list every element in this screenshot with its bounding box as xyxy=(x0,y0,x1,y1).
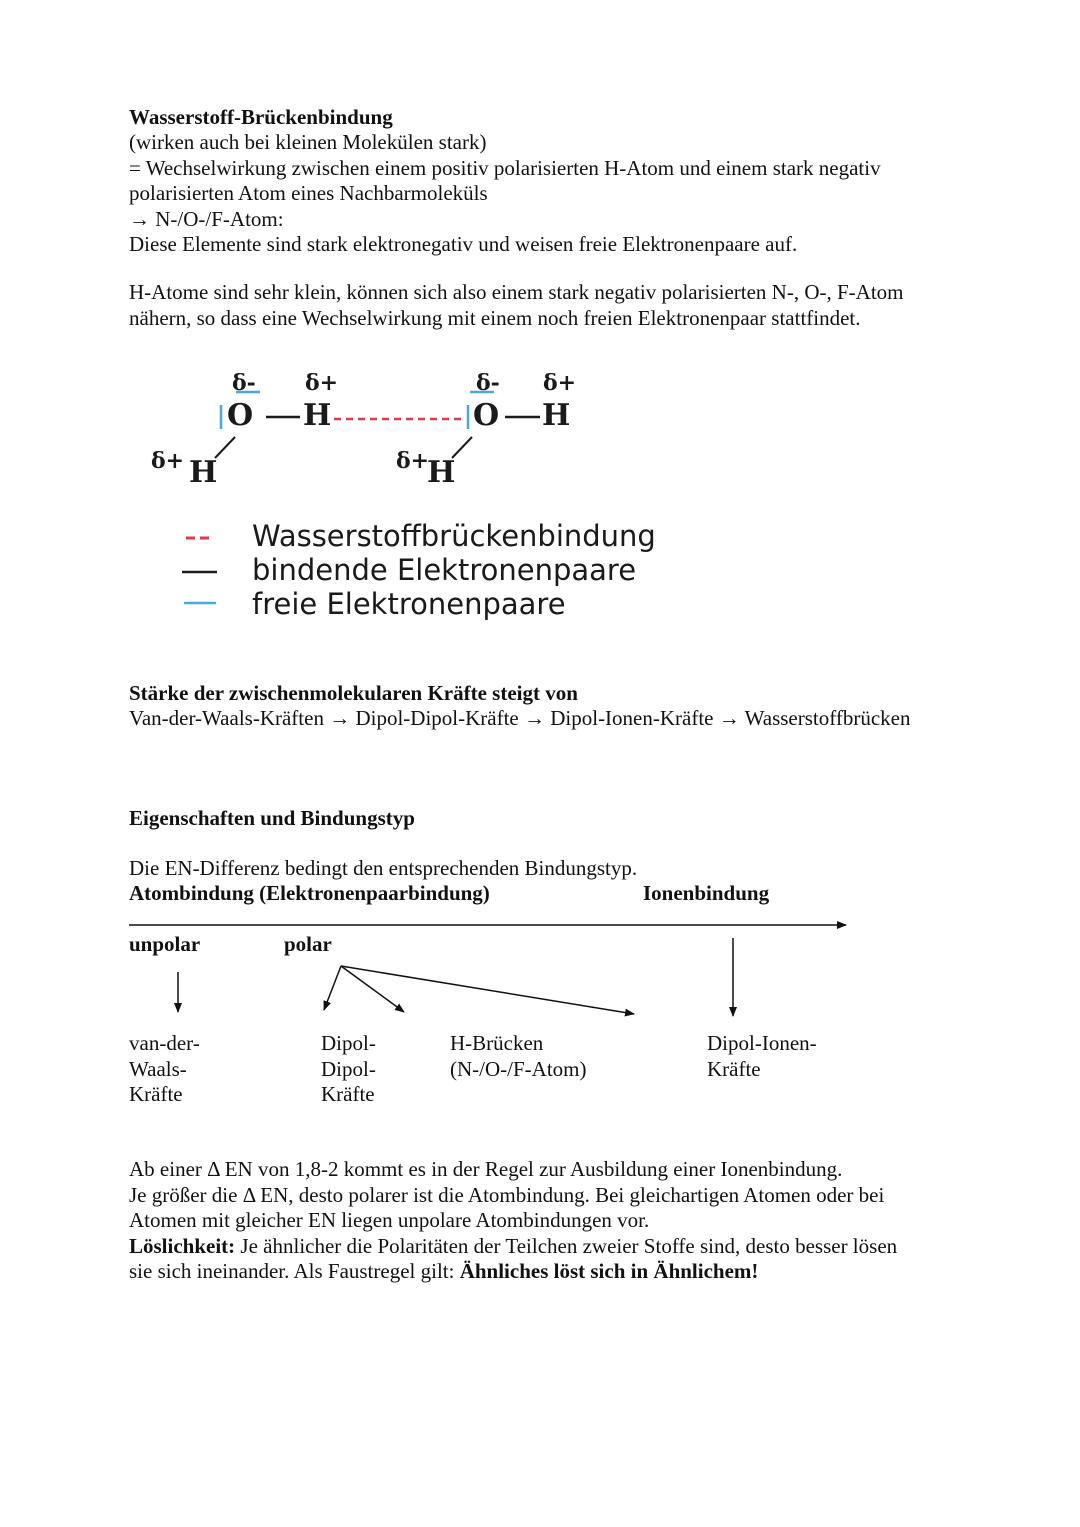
vdw-line: Kräfte xyxy=(129,1082,183,1106)
dipol-line: Kräfte xyxy=(321,1082,375,1106)
delta-plus-3: δ+ xyxy=(151,448,185,474)
hbond-line: Diese Elemente sind stark elektronegativ und weisen freie Elektronenpaare auf. xyxy=(129,232,798,256)
faustregel-text: sie sich ineinander. Als Faustregel gilt: xyxy=(129,1259,460,1283)
delta-minus-2: δ- xyxy=(476,370,500,396)
delta-plus-2: δ+ xyxy=(543,370,577,396)
vdw-line: van-der- xyxy=(129,1031,200,1055)
hbond-line: polarisierten Atom eines Nachbarmoleküls xyxy=(129,181,488,205)
summary-line: Atomen mit gleicher EN liegen unpolare Atombindungen vor. xyxy=(129,1208,650,1232)
summary-line: Ab einer Δ EN von 1,8-2 kommt es in der Regel zur Ausbildung einer Ionenbindung. xyxy=(129,1157,843,1181)
hbruecken-label xyxy=(450,1031,586,1082)
oxygen-atom-2: O xyxy=(473,398,500,433)
polar-hbruecken-arrow xyxy=(341,966,634,1014)
atom-bond-label: Atombindung (Elektronenpaarbindung) xyxy=(129,881,490,905)
hbr-line: H-Brücken xyxy=(450,1031,544,1055)
faustregel-rule: Ähnliches löst sich in Ähnlichem! xyxy=(459,1259,759,1283)
strength-title: Stärke der zwischenmolekularen Kräfte steigt von xyxy=(129,681,578,705)
summary-block xyxy=(129,1157,897,1285)
hbond-line: → N-/O-/F-Atom: xyxy=(129,206,284,231)
para-line: nähern, so dass eine Wechselwirkung mit einem noch freien Elektronenpaar stattfindet. xyxy=(129,305,861,330)
oxygen-atom-1: O xyxy=(227,398,254,433)
dipol-label xyxy=(321,1031,376,1108)
properties-title: Eigenschaften und Bindungstyp xyxy=(129,806,415,830)
loeslichkeit-label: Löslichkeit: xyxy=(129,1233,236,1258)
dipol-ion-label xyxy=(707,1031,817,1082)
hydrogen-atom-4: H xyxy=(427,455,456,490)
loeslichkeit-text: Je ähnlicher die Polaritäten der Teilchen zweier Stoffe sind, desto besser lösen xyxy=(235,1233,898,1258)
ion-bond-label: Ionenbindung xyxy=(643,881,770,905)
dipol-ion-line: Kräfte xyxy=(707,1056,761,1081)
unpolar-label: unpolar xyxy=(129,932,201,956)
polar-label: polar xyxy=(284,932,332,956)
polar-mid-arrow xyxy=(341,966,404,1012)
hydrogen-atom-3: H xyxy=(189,455,218,490)
vdw-line: Waals- xyxy=(129,1056,187,1081)
legend-lone-pair-label: freie Elektronenpaare xyxy=(252,587,566,621)
delta-minus-1: δ- xyxy=(232,370,256,396)
delta-plus-1: δ+ xyxy=(305,370,339,396)
dipol-line: Dipol- xyxy=(321,1031,376,1055)
hbond-line: = Wechselwirkung zwischen einem positiv polarisierten H-Atom und einem stark negativ xyxy=(129,155,881,180)
hbr-line: (N-/O-/F-Atom) xyxy=(450,1056,587,1081)
loeslichkeit-line xyxy=(129,1234,897,1260)
polar-dipol-arrow xyxy=(324,966,341,1010)
hydrogen-atom-2: H xyxy=(542,398,571,433)
vdw-label xyxy=(129,1031,200,1108)
dipol-ion-line: Dipol-Ionen- xyxy=(707,1031,817,1055)
hbond-title: Wasserstoff-Brückenbindung xyxy=(129,105,393,129)
faustregel-line xyxy=(129,1259,897,1285)
hbond-line: (wirken auch bei kleinen Molekülen stark) xyxy=(129,130,487,154)
strength-line: Van-der-Waals-Kräften → Dipol-Dipol-Kräfte → Dipol-Ionen-Kräfte → Wasserstoffbrücken xyxy=(129,706,911,730)
para-line: H-Atome sind sehr klein, können sich also einem stark negativ polarisierten N-, O-, F-Atom xyxy=(129,280,904,304)
legend-hbond-label: Wasserstoffbrückenbindung xyxy=(252,519,656,553)
hydrogen-atom-1: H xyxy=(303,398,332,433)
dipol-line: Dipol- xyxy=(321,1056,376,1081)
delta-plus-4: δ+ xyxy=(396,448,430,474)
properties-intro: Die EN-Differenz bedingt den entsprechenden Bindungstyp. xyxy=(129,856,638,880)
summary-line: Je größer die Δ EN, desto polarer ist die Atombindung. Bei gleichartigen Atomen oder bei xyxy=(129,1182,885,1207)
legend-bond-label: bindende Elektronenpaare xyxy=(252,553,637,587)
